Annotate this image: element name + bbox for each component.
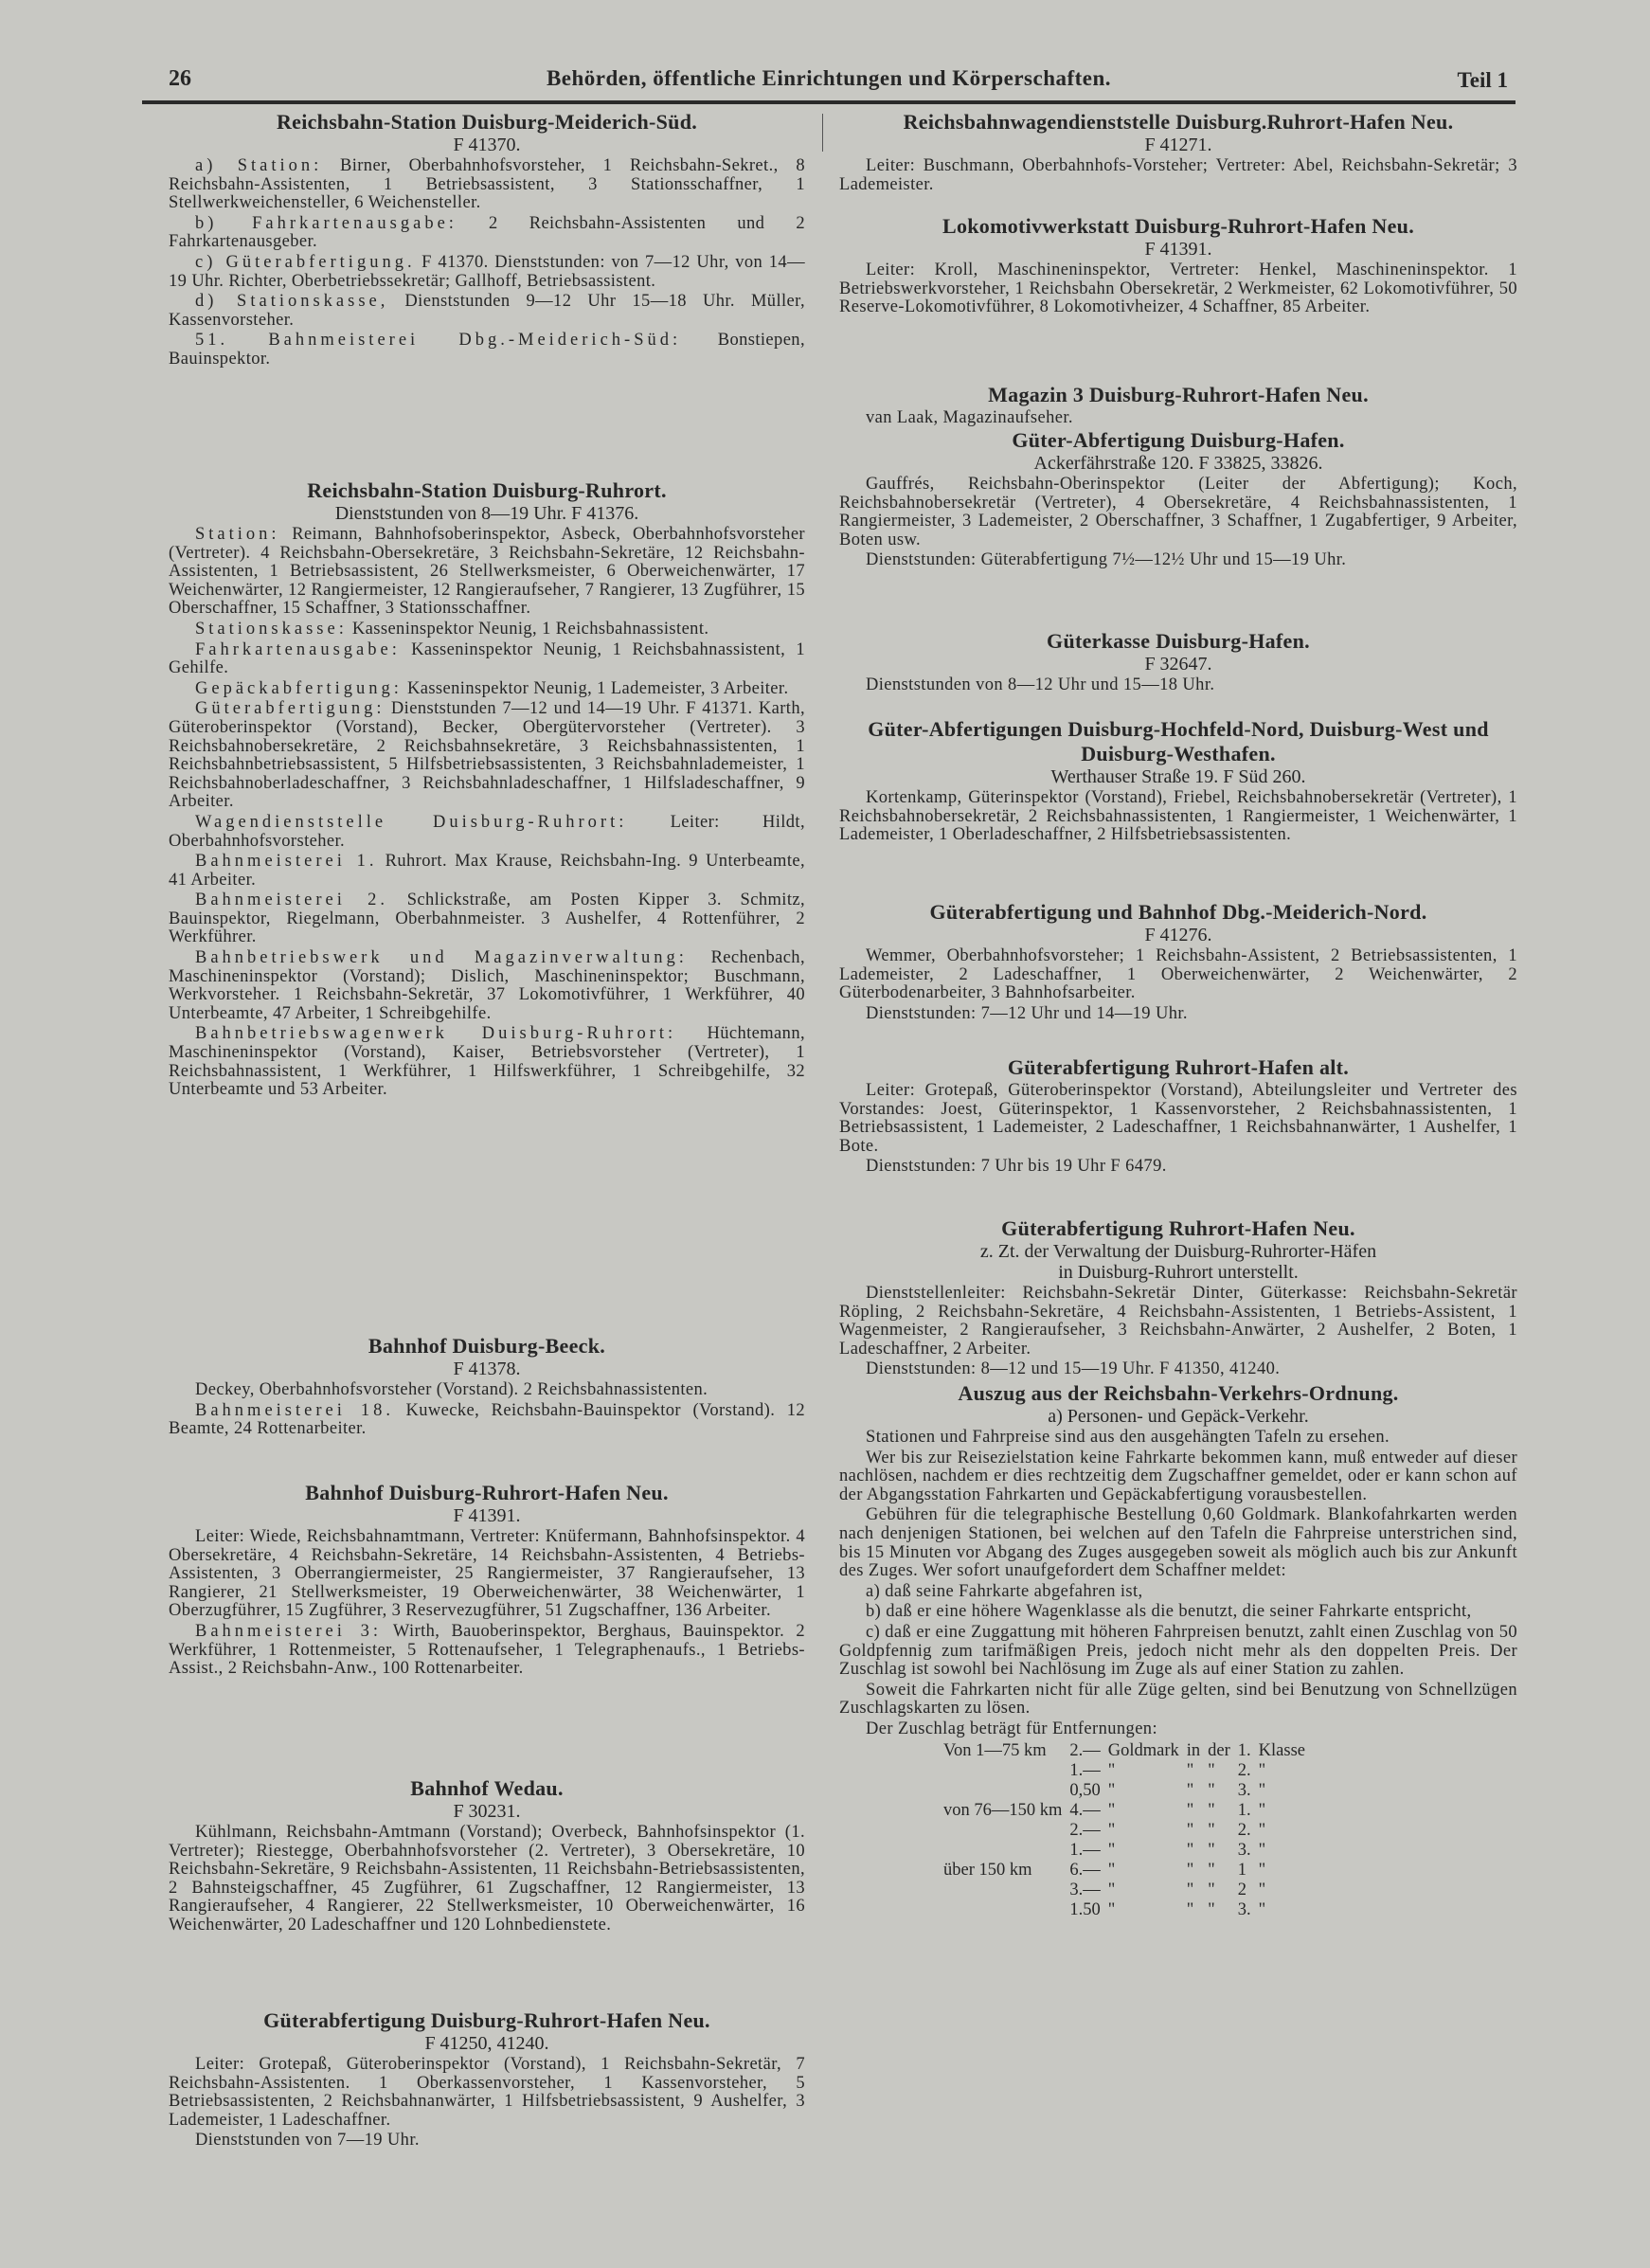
section-subline: Ackerfährstraße 120. F 33825, 33826. xyxy=(1033,453,1323,474)
paragraph-text: Kasseninspektor Neunig, 1 Lademeister, 3 Arbeiter. xyxy=(402,678,789,698)
table-cell xyxy=(943,1761,1069,1781)
table-cell: " xyxy=(1258,1820,1266,1840)
paragraph xyxy=(839,1583,1517,1602)
table-cell: " xyxy=(1258,1800,1266,1820)
section-heading: Auszug aus der Reichsbahn-Verkehrs-Ordnung. xyxy=(958,1381,1399,1405)
section xyxy=(839,900,1517,1025)
paragraph xyxy=(169,215,805,252)
table-cell: " xyxy=(1107,1780,1116,1800)
table-cell: 1.50 xyxy=(1069,1899,1101,1919)
table-cell: 1. xyxy=(1237,1740,1251,1760)
section xyxy=(169,2008,805,2152)
table-cell: 3. xyxy=(1237,1840,1251,1860)
section xyxy=(169,1776,805,1937)
paragraph-text: Kasseninspektor Neunig, 1 Reichsbahnassistent. xyxy=(347,619,709,639)
paragraph xyxy=(169,949,805,1023)
section-subline: F 41271. xyxy=(1144,135,1212,155)
section-heading: Güterkasse Duisburg-Hafen. xyxy=(1047,629,1310,653)
table-cell: " xyxy=(1186,1760,1194,1780)
spaced-label: Station: xyxy=(195,525,280,544)
table-cell: " xyxy=(1107,1880,1116,1899)
paragraph-text: Leiter: Hildt, Oberbahnhofsvorsteher. xyxy=(169,812,805,851)
table-row xyxy=(943,1781,1313,1801)
paragraph-text: Dienststunden von 7—19 Uhr. xyxy=(195,2131,420,2151)
paragraph xyxy=(169,1381,805,1400)
table-cell: " xyxy=(1107,1820,1116,1840)
paragraph xyxy=(839,676,1517,695)
section-heading: Güterabfertigung Duisburg-Ruhrort-Hafen Neu. xyxy=(263,2008,710,2032)
paragraph xyxy=(169,1025,805,1099)
paragraph-text: Deckey, Oberbahnhofsvorsteher (Vorstand). 2 Reichsbahnassistenten. xyxy=(195,1380,708,1399)
paragraph-text: Leiter: Wiede, Reichsbahnamtmann, Vertreter: Knüfermann, Bahnhofsinspektor. 4 Obersekretäre, 4 Reichsbahn-Sekretäre, 14 Reichsbahn-Assistenten, 4 Betriebs-Assistenten, 3 Oberrangiermeister, 25 Rangiermeister, 37 Rangieraufseher, 13 Rangierer, 21 Stellwerksmeister, 19 Oberweichenwärter, 38 Weichenwärter, 1 Oberzugführer, 15 Zugführer, 3 Reservezugführer, 51 Zugschaffner, 136 Arbeiter. xyxy=(169,1527,805,1621)
table-cell: " xyxy=(1258,1760,1266,1780)
paragraph-text: Kasseninspektor Neunig, 1 Reichsbahnassistent, 1 Gehilfe. xyxy=(169,639,805,678)
part-label: Teil 1 xyxy=(1457,68,1508,92)
paragraph-text: Leiter: Kroll, Maschineninspektor, Vertreter: Henkel, Maschineninspektor. 1 Betriebswerkvorsteher, 1 Reichsbahn Obersekretär, 2 Werkmeister, 62 Lokomotivführer, 50 Reserve-Lokomotivführer, 8 Lokomotivheizer, 4 Schaffner, 85 Arbeiter. xyxy=(839,261,1517,317)
table-cell: " xyxy=(1258,1860,1266,1880)
table-row xyxy=(943,1900,1313,1920)
paragraph-text: Kortenkamp, Güterinspektor (Vorstand), Friebel, Reichsbahnobersekretär (Vertreter), 1 Reichsbahnobersekretär, 2 Reichsbahnassistenten, 1 Rangiermeister, 1 Weichenwärter, 1 Lademeister, 1 Oberladeschaffner, 2 Hilfsbetriebsassistenten. xyxy=(839,788,1517,845)
table-cell: " xyxy=(1208,1840,1215,1860)
paragraph xyxy=(839,1082,1517,1156)
table-cell xyxy=(943,1900,1069,1920)
table-cell: 1.— xyxy=(1069,1760,1101,1780)
paragraph xyxy=(839,157,1517,194)
table-cell: " xyxy=(1208,1820,1215,1840)
paragraph-text: Dienststunden: Güterabfertigung 7½—12½ Uhr und 15—19 Uhr. xyxy=(866,550,1347,570)
table-cell: " xyxy=(1186,1800,1194,1820)
paragraph xyxy=(839,1158,1517,1177)
paragraph xyxy=(169,814,805,851)
paragraph xyxy=(839,409,1517,428)
paragraph xyxy=(169,157,805,213)
paragraph xyxy=(169,1824,805,1935)
paragraph xyxy=(169,293,805,330)
table-cell: " xyxy=(1186,1820,1194,1840)
paragraph-text: Dienststunden: 7—12 Uhr und 14—19 Uhr. xyxy=(866,1003,1188,1023)
section xyxy=(169,1334,805,1441)
spaced-label: a) Station: xyxy=(195,156,323,175)
table-cell: 3.— xyxy=(1069,1880,1101,1899)
paragraph xyxy=(839,551,1517,570)
page-number: 26 xyxy=(169,66,191,91)
paragraph-text: Leiter: Grotepaß, Güteroberinspektor (Vorstand), Abteilungsleiter und Vertreter des Vorstandes: Joest, Güterinspektor, 1 Kassenvorsteher, 2 Reichsbahnassistenten, 1 Betriebsassistent, 1 Lademeister, 2 Ladeschaffner, 1 Reichsbahnanwärter, 1 Aushelfer, 1 Bote. xyxy=(839,1081,1517,1156)
paragraph-text: Schlickstraße, am Posten Kipper 3. Schmitz, Bauinspektor, Riegelmann, Oberbahnmeister. 3 Aushelfer, 4 Rottenführer, 2 Werkführer. xyxy=(169,891,805,947)
spaced-label: Wagendienststelle Duisburg-Ruhrort: xyxy=(195,812,628,832)
section xyxy=(169,110,805,371)
table-cell: 1 xyxy=(1237,1860,1247,1880)
paragraph-text: Rechenbach, Maschineninspektor (Vorstand); Dislich, Maschineninspektor; Buschmann, Werkvorsteher. 1 Reichsbahn-Sekretär, 37 Lokomotivführer, 1 Werkführer, 40 Unterbeamte, 47 Arbeiter, 1 Schreibgehilfe. xyxy=(169,948,805,1023)
section-heading: Reichsbahn-Station Duisburg-Ruhrort. xyxy=(307,478,667,502)
paragraph xyxy=(839,1429,1517,1448)
spaced-label: 51. Bahnmeisterei Dbg.-Meiderich-Süd: xyxy=(195,331,682,351)
table-cell: " xyxy=(1258,1840,1266,1860)
spaced-label: b) Fahrkartenausgabe: xyxy=(195,213,457,233)
table-cell xyxy=(943,1821,1069,1841)
table-cell: von 76—150 km xyxy=(943,1800,1063,1820)
table-row xyxy=(943,1741,1313,1761)
running-title: Behörden, öffentliche Einrichtungen und Körperschaften. xyxy=(546,66,1112,90)
table-cell: " xyxy=(1208,1899,1215,1919)
paragraph xyxy=(169,254,805,291)
section-heading: Güterabfertigung Ruhrort-Hafen Neu. xyxy=(1001,1216,1355,1240)
header-rule xyxy=(142,100,1515,104)
paragraph xyxy=(169,2132,805,2151)
spaced-label: Bahnmeisterei 3: xyxy=(195,1621,383,1641)
table-cell: " xyxy=(1208,1760,1215,1780)
paragraph-text: 2 Reichsbahn-Assistenten und 2 Fahrkartenausgeber. xyxy=(169,213,805,252)
paragraph xyxy=(839,261,1517,317)
paragraph xyxy=(169,1623,805,1679)
paragraph-text: a) daß seine Fahrkarte abgefahren ist, xyxy=(866,1581,1143,1601)
section-heading: Magazin 3 Duisburg-Ruhrort-Hafen Neu. xyxy=(988,383,1369,406)
table-cell: 4.— xyxy=(1069,1800,1101,1820)
paragraph-text: Dienststunden 7—12 und 14—19 Uhr. F 41371. Karth, Güteroberinspektor (Vorstand), Becker, Obergütervorsteher (Vertreter). 3 Reichsbahnobersekretäre, 2 Reichsbahnsekretäre, 3 Reichsbahnassistenten, 1 Reichsbahnbetriebsassistent, 5 Hilfsbetriebsassistenten, 3 Reichsbahnlademeister, 1 Reichsbahnoberladeschaffner, 3 Reichsbahnladeschaffner, 1 Hilfsladeschaffner, 9 Arbeiter. xyxy=(169,699,805,812)
paragraph xyxy=(839,789,1517,845)
spaced-label: Bahnbetriebswerk und Magazinverwaltung: xyxy=(195,948,688,968)
spaced-label: c) Güterabfertigung. xyxy=(195,252,416,272)
table-cell: " xyxy=(1258,1780,1266,1800)
paragraph-text: Reimann, Bahnhofsoberinspektor, Asbeck, Oberbahnhofsvorsteher (Vertreter). 4 Reichsbahn-Obersekretäre, 3 Reichsbahn-Sekretäre, 12 Reichsbahn-Assistenten, 1 Betriebsassistent, 26 Stellwerksmeister, 6 Oberweichenwärter, 17 Weichenwärter, 12 Rangiermeister, 12 Rangieraufseher, 7 Rangierer, 13 Zugführer, 15 Oberschaffner, 15 Schaffner, 3 Stationsschaffner. xyxy=(169,525,805,619)
table-cell: " xyxy=(1107,1899,1116,1919)
paragraph xyxy=(169,641,805,678)
paragraph-text: Gauffrés, Reichsbahn-Oberinspektor (Leiter der Abfertigung); Koch, Reichsbahnobersekretär (Vertreter), 4 Obersekretäre, 4 Reichsbahnassistenten, 1 Rangiermeister, 3 Lademeister, 2 Oberschaffner, 3 Schaffner, 1 Zugabfertiger, 9 Arbeiter, Boten usw. xyxy=(839,475,1517,549)
table-cell: 3. xyxy=(1237,1780,1251,1800)
section-subline: F 41370. xyxy=(453,135,521,155)
table-cell: in xyxy=(1186,1740,1201,1760)
spaced-label: Stationskasse: xyxy=(195,619,348,639)
paragraph xyxy=(839,1682,1517,1719)
paragraph-text: Kühlmann, Reichsbahn-Amtmann (Vorstand); Overbeck, Bahnhofsinspektor (1. Vertreter); Riestegge, Oberbahnhofsvorsteher (2. Vertreter), 3 Obersekretäre, 10 Reichsbahn-Sekretäre, 9 Reichsbahn-Assistenten, 11 Reichsbahn-Betriebsassistenten, 2 Bahnsteigschaffner, 45 Zugführer, 61 Zugschaffner, 12 Rangiermeister, 13 Rangieraufseher, 4 Rangierer, 22 Stellwerksmeister, 10 Oberweichenwärter, 16 Weichenwärter, 20 Ladeschaffner und 120 Lohnbedienstete. xyxy=(169,1823,805,1935)
table-cell: 1.— xyxy=(1069,1840,1101,1860)
section-heading: Lokomotivwerkstatt Duisburg-Ruhrort-Hafen Neu. xyxy=(942,214,1414,238)
section-subline: F 41391. xyxy=(453,1505,521,1526)
table-cell: " xyxy=(1107,1840,1116,1860)
paragraph-text: Birner, Oberbahnhofsvorsteher, 1 Reichsbahn-Sekret., 8 Reichsbahn-Assistenten, 1 Betriebsassistent, 3 Stationsschaffner, 1 Stellwerkweichensteller, 6 Weichensteller. xyxy=(169,156,805,213)
table-cell: 2. xyxy=(1237,1820,1251,1840)
section-heading: Reichsbahn-Station Duisburg-Meiderich-Süd. xyxy=(276,110,698,134)
paragraph xyxy=(839,1603,1517,1622)
paragraph-text: Der Zuschlag beträgt für Entfernungen: xyxy=(866,1719,1158,1738)
paragraph-text: Gebühren für die telegraphische Bestellung 0,60 Goldmark. Blankofahrkarten werden nach denjenigen Stationen, bei welchen auf den Tafeln die Fahrpreise unterstrichen sind, bis 15 Minuten vor Abgang des Zuges ausgegeben soweit als möglich auch bis zur Ankunft des Zuges. Wer sofort unaufgefordert dem Schaffner meldet: xyxy=(839,1505,1517,1581)
table-cell: " xyxy=(1208,1780,1215,1800)
section-subline: F 32647. xyxy=(1144,654,1212,675)
paragraph xyxy=(169,1402,805,1439)
paragraph-text: Hüchtemann, Maschineninspektor (Vorstand), Kaiser, Betriebsvorsteher (Vertreter), 1 Reichsbahnassistent, 1 Werkführer, 1 Hilfswerkführer, 1 Schreibgehilfe, 32 Unterbeamte und 53 Arbeiter. xyxy=(169,1024,805,1100)
table-cell xyxy=(943,1841,1069,1861)
table-cell xyxy=(943,1881,1069,1900)
table-row xyxy=(943,1821,1313,1841)
paragraph xyxy=(169,680,805,699)
section-heading: Güter-Abfertigungen Duisburg-Hochfeld-Nord, Duisburg-West und Duisburg-Westhafen. xyxy=(868,717,1489,765)
table-cell: 2 xyxy=(1237,1880,1247,1899)
table-cell: " xyxy=(1107,1760,1116,1780)
table-cell: " xyxy=(1258,1899,1266,1919)
table-cell: " xyxy=(1186,1860,1194,1880)
section xyxy=(839,1381,1517,1920)
section xyxy=(839,383,1517,430)
paragraph xyxy=(169,891,805,947)
paragraph xyxy=(839,1506,1517,1580)
paragraph-text: Dienststunden 9—12 Uhr 15—18 Uhr. Müller, Kassenvorsteher. xyxy=(169,292,805,330)
running-header xyxy=(142,63,1515,100)
paragraph-text: Leiter: Buschmann, Oberbahnhofs-Vorsteher; Vertreter: Abel, Reichsbahn-Sekretär; 3 Lademeister. xyxy=(839,156,1517,194)
paragraph xyxy=(839,1720,1517,1739)
section-heading: Bahnhof Duisburg-Ruhrort-Hafen Neu. xyxy=(305,1481,669,1504)
table-cell: " xyxy=(1208,1880,1215,1899)
paragraph-text: Wirth, Bauoberinspektor, Berghaus, Bauinspektor. 2 Werkführer, 1 Rottenmeister, 5 Rottenaufseher, 1 Telegraphenaufs., 1 Betriebs-Assist., 2 Reichsbahn-Anw., 100 Rottenarbeiter. xyxy=(169,1621,805,1679)
section-heading: Reichsbahnwagendienststelle Duisburg.Ruhrort-Hafen Neu. xyxy=(903,110,1454,134)
paragraph-text: F 41370. Dienststunden: von 7—12 Uhr, von 14—19 Uhr. Richter, Oberbetriebssekretär; Gallhoff, Betriebsassistent. xyxy=(169,252,805,291)
table-cell: " xyxy=(1186,1780,1194,1800)
table-cell: Von 1—75 km xyxy=(943,1740,1047,1760)
paragraph xyxy=(839,1360,1517,1379)
paragraph xyxy=(169,1528,805,1621)
paragraph-text: Dienststunden: 7 Uhr bis 19 Uhr F 6479. xyxy=(866,1157,1167,1177)
paragraph xyxy=(839,476,1517,549)
table-cell: über 150 km xyxy=(943,1860,1032,1880)
table-cell: Klasse xyxy=(1258,1740,1305,1760)
paragraph xyxy=(169,853,805,890)
spaced-label: Bahnmeisterei 1. xyxy=(195,852,378,872)
paragraph-text: Ruhrort. Max Krause, Reichsbahn-Ing. 9 Unterbeamte, 41 Arbeiter. xyxy=(169,852,806,890)
section-heading: Güterabfertigung Ruhrort-Hafen alt. xyxy=(1007,1055,1350,1079)
table-cell: " xyxy=(1107,1860,1116,1880)
table-cell: 6.— xyxy=(1069,1860,1101,1880)
table-cell: " xyxy=(1208,1800,1215,1820)
column-divider xyxy=(822,114,823,152)
paragraph-text: Dienststunden von 8—12 Uhr und 15—18 Uhr. xyxy=(866,675,1215,694)
paragraph-text: Wemmer, Oberbahnhofsvorsteher; 1 Reichsbahn-Assistent, 2 Betriebsassistenten, 1 Lademeister, 2 Ladeschaffner, 1 Oberweichenwärter, 2 Weichenwärter, 2 Güterbodenarbeiter, 3 Bahnhofsarbeiter. xyxy=(839,946,1517,1003)
spaced-label: Gepäckabfertigung: xyxy=(195,678,403,698)
table-cell: " xyxy=(1208,1860,1215,1880)
spaced-label: Güterabfertigung: xyxy=(195,699,386,719)
spaced-label: d) Stationskasse, xyxy=(195,292,389,312)
paragraph-text: c) daß er eine Zuggattung mit höheren Fahrpreisen benutzt, zahlt einen Zuschlag von 50 Goldpfennig zum tarifmäßigen Preis, jedoch nicht mehr als den doppelten Preis. Der Zuschlag ist sowohl bei Nachlösung im Zuge als auf einer Station zu zahlen. xyxy=(839,1622,1517,1680)
table-cell: " xyxy=(1186,1840,1194,1860)
paragraph xyxy=(839,1285,1517,1359)
table-cell xyxy=(943,1781,1069,1801)
paragraph xyxy=(169,332,805,369)
table-cell: " xyxy=(1186,1899,1194,1919)
table-cell: 0,50 xyxy=(1069,1780,1101,1800)
table-cell: " xyxy=(1186,1880,1194,1899)
paragraph xyxy=(839,1005,1517,1024)
section xyxy=(839,214,1517,319)
section-heading: Bahnhof Duisburg-Beeck. xyxy=(368,1334,606,1358)
table-row xyxy=(943,1841,1313,1861)
section-subline: Dienststunden von 8—19 Uhr. F 41376. xyxy=(334,503,639,524)
spaced-label: Bahnmeisterei 2. xyxy=(195,891,389,910)
table-row xyxy=(943,1801,1313,1821)
paragraph xyxy=(169,2056,805,2130)
table-cell: 2. xyxy=(1237,1760,1251,1780)
spaced-label: Bahnbetriebswagenwerk Duisburg-Ruhrort: xyxy=(195,1024,677,1044)
section-subline: F 41378. xyxy=(453,1359,521,1379)
paragraph xyxy=(169,621,805,639)
table-cell: " xyxy=(1258,1880,1266,1899)
paragraph xyxy=(169,526,805,619)
section-subline: F 41276. xyxy=(1144,925,1212,945)
paragraph-text: Kuwecke, Reichsbahn-Bauinspektor (Vorstand). 12 Beamte, 24 Rottenarbeiter. xyxy=(169,1400,805,1439)
section-subline: F 41250, 41240. xyxy=(424,2033,549,2054)
paragraph-text: Soweit die Fahrkarten nicht für alle Züge gelten, sind bei Benutzung von Schnellzügen Zuschlagskarten zu lösen. xyxy=(839,1680,1517,1719)
section xyxy=(839,629,1517,697)
table-row xyxy=(943,1761,1313,1781)
paragraph-text: Wer bis zur Reisezielstation keine Fahrkarte bekommen kann, muß entweder auf dieser nachlösen, nachdem er dies rechtzeitig dem Zugschaffner gemeldet, oder er kann schon auf der Abgangsstation Fahrkarten und Gepäckabfertigung vorausbestellen. xyxy=(839,1448,1517,1504)
paragraph-text: Bonstiepen, Bauinspektor. xyxy=(169,331,805,369)
section-subline: F 30231. xyxy=(453,1801,521,1822)
paragraph xyxy=(839,1449,1517,1505)
section-heading: Güterabfertigung und Bahnhof Dbg.-Meiderich-Nord. xyxy=(929,900,1427,924)
section xyxy=(839,1055,1517,1179)
section-subline: Werthauser Straße 19. F Süd 260. xyxy=(1050,766,1306,787)
section-heading: Bahnhof Wedau. xyxy=(410,1776,564,1800)
spaced-label: Fahrkartenausgabe: xyxy=(195,639,401,659)
table-row xyxy=(943,1881,1313,1900)
table-cell: " xyxy=(1107,1800,1116,1820)
table-cell: 2.— xyxy=(1069,1740,1101,1760)
section-subline: F 41391. xyxy=(1144,239,1212,260)
paragraph xyxy=(169,700,805,812)
section-heading: Güter-Abfertigung Duisburg-Hafen. xyxy=(1012,428,1345,452)
section xyxy=(839,110,1517,196)
paragraph-text: Dienststunden: 8—12 und 15—19 Uhr. F 41350, 41240. xyxy=(866,1359,1281,1379)
paragraph-text: Dienststellenleiter: Reichsbahn-Sekretär Dinter, Güterkasse: Reichsbahn-Sekretär Röpling, 2 Reichsbahn-Sekretäre, 4 Reichsbahn-Assistenten, 1 Betriebs-Assistent, 1 Wagenmeister, 2 Rangieraufseher, 3 Reichsbahn-Anwärter, 2 Aushelfer, 2 Boten, 1 Ladeschaffner, 2 Arbeiter. xyxy=(839,1284,1517,1359)
table-cell: 2.— xyxy=(1069,1820,1101,1840)
paragraph-text: van Laak, Magazinaufseher. xyxy=(866,408,1073,427)
spaced-label: Bahnmeisterei 18. xyxy=(195,1400,395,1420)
paragraph xyxy=(839,1624,1517,1680)
section-subline: in Duisburg-Ruhrort unterstellt. xyxy=(1058,1262,1299,1283)
table-cell: 1. xyxy=(1237,1800,1251,1820)
paragraph-text: Leiter: Grotepaß, Güteroberinspektor (Vorstand), 1 Reichsbahn-Sekretär, 7 Reichsbahn-Assistenten. 1 Oberkassenvorsteher, 1 Kassenvorsteher, 5 Betriebsassistenten, 2 Reichsbahnanwärter, 1 Hilfsbetriebsassistent, 9 Aushelfer, 3 Lademeister, 1 Ladeschaffner. xyxy=(169,2055,805,2130)
paragraph xyxy=(839,947,1517,1003)
table-cell: Goldmark xyxy=(1107,1740,1179,1760)
paragraph-text: Stationen und Fahrpreise sind aus den ausgehängten Tafeln zu ersehen. xyxy=(866,1428,1390,1447)
section xyxy=(169,478,805,1102)
table-row xyxy=(943,1861,1313,1881)
section-subline: z. Zt. der Verwaltung der Duisburg-Ruhrorter-Häfen xyxy=(979,1241,1377,1262)
section xyxy=(169,1481,805,1681)
surcharge-table xyxy=(943,1741,1313,1920)
section xyxy=(839,717,1517,847)
paragraph-text: b) daß er eine höhere Wagenklasse als die benutzt, die seiner Fahrkarte entspricht, xyxy=(866,1602,1472,1622)
table-cell: der xyxy=(1208,1740,1230,1760)
table-cell: 3. xyxy=(1237,1899,1251,1919)
section xyxy=(839,428,1517,572)
section xyxy=(839,1216,1517,1381)
section-subline: a) Personen- und Gepäck-Verkehr. xyxy=(1048,1406,1309,1427)
